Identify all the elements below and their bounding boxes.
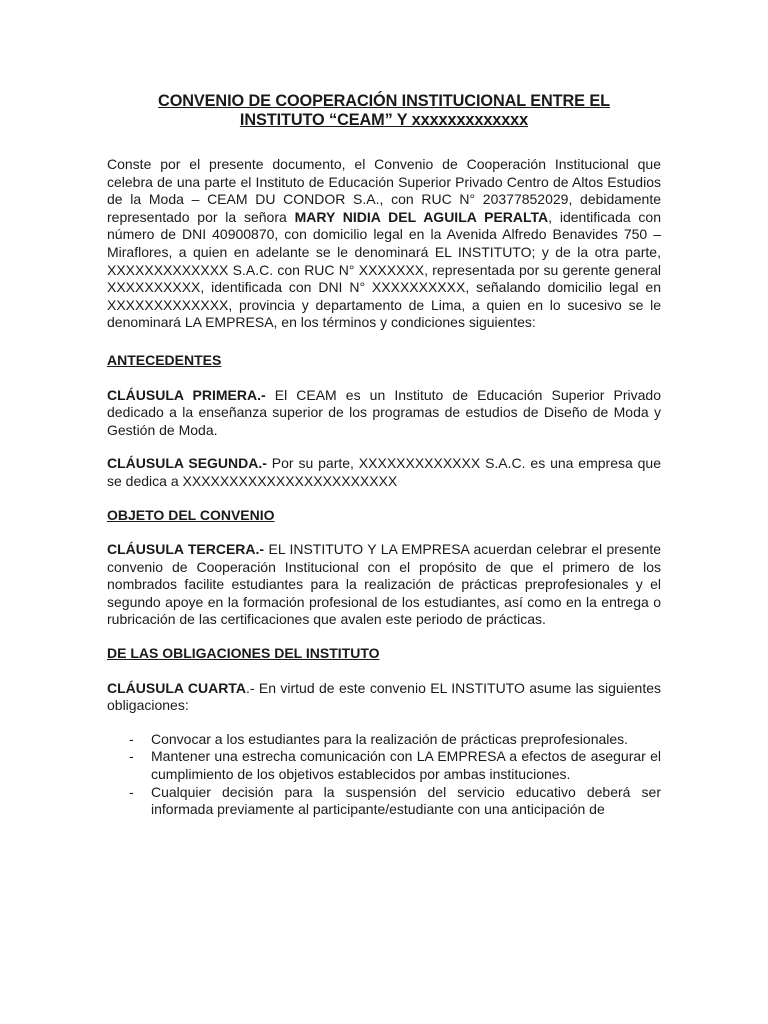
- clause-cuarta: [107, 680, 661, 715]
- list-item: [107, 731, 661, 749]
- list-item-text: Mantener una estrecha comunicación con LA EMPRESA a efectos de asegurar el cumplimiento de los objetivos establecidos por ambas instituciones.: [151, 748, 661, 783]
- list-item-text: Cualquier decisión para la suspensión del servicio educativo deberá ser informada previamente al participante/estudiante con una anticipación de: [151, 783, 661, 818]
- clause-tercera: [107, 541, 661, 629]
- list-dash: -: [129, 730, 134, 747]
- title-line-2: INSTITUTO “CEAM” Y xxxxxxxxxxxxx: [239, 111, 529, 129]
- intro-paragraph: [107, 156, 661, 332]
- intro-text-part-1: Conste por el presente documento, el Convenio de Cooperación Institucional que celebra de una parte el Instituto de Educación Superior Privado Centro de Altos Estudios de la Moda – CEAM DU CONDOR S.A., con RUC N° 20377852029, debidamente representado por la señora: [107, 156, 661, 225]
- clause-primera: [107, 387, 661, 440]
- intro-text-part-2: , identificada con número de DNI 40900870, con domicilio legal en la Avenida Alfredo Benavides 750 – Miraflores, a quien en adelante se le denominará EL INSTITUTO; y de la otra parte, XXXXXXXXXXXXX S.A.C. con RUC N° XXXXXXX, representada por su gerente general XXXXXXXXXX, identificada con DNI N° XXXXXXXXXX, señalando domicilio legal en XXXXXXXXXXXXX, provincia y departamento de Lima, a quien en lo sucesivo se le denominará LA EMPRESA, en los términos y condiciones siguientes:: [107, 208, 662, 331]
- section-heading-objeto: OBJETO DEL CONVENIO: [107, 506, 275, 523]
- clause-segunda-text: Por su parte, XXXXXXXXXXXXX S.A.C. es una empresa que se dedica a XXXXXXXXXXXXXXXXXXXXXXX: [107, 455, 662, 489]
- section-heading-antecedentes: ANTECEDENTES: [107, 351, 222, 368]
- obligations-list: [107, 731, 661, 819]
- document-title: [107, 92, 661, 130]
- clause-segunda: [107, 455, 661, 490]
- list-dash: -: [129, 748, 134, 765]
- section-heading-obligaciones: DE LAS OBLIGACIONES DEL INSTITUTO: [107, 645, 380, 662]
- clause-tercera-text: EL INSTITUTO Y LA EMPRESA acuerdan celebrar el presente convenio de Cooperación Institucional con el propósito de que el primero de los nombrados facilite estudiantes para la realización de prácticas preprofesionales y el segundo apoye en la formación profesional de los estudiantes, así como en la entrega o rubricación de las certificaciones que avalen este periodo de prácticas.: [107, 541, 662, 628]
- representative-name: MARY NIDIA DEL AGUILA PERALTA: [294, 208, 549, 225]
- document-page: [107, 92, 661, 819]
- clause-tercera-label: CLÁUSULA TERCERA.-: [107, 541, 265, 558]
- clause-primera-text: El CEAM es un Instituto de Educación Superior Privado dedicado a la enseñanza superior de los programas de estudios de Diseño de Moda y Gestión de Moda.: [107, 386, 661, 438]
- list-dash: -: [129, 783, 134, 800]
- clause-segunda-label: CLÁUSULA SEGUNDA.-: [107, 455, 267, 472]
- clause-cuarta-text: .- En virtud de este convenio EL INSTITUTO asume las siguientes obligaciones:: [107, 679, 661, 714]
- clause-cuarta-label: CLÁUSULA CUARTA: [107, 679, 246, 696]
- list-item: [107, 748, 661, 783]
- list-item-text: Convocar a los estudiantes para la realización de prácticas preprofesionales.: [151, 730, 629, 747]
- list-item: [107, 784, 661, 819]
- clause-primera-label: CLÁUSULA PRIMERA.-: [107, 386, 266, 403]
- title-line-1: CONVENIO DE COOPERACIÓN INSTITUCIONAL ENTRE EL: [158, 92, 610, 110]
